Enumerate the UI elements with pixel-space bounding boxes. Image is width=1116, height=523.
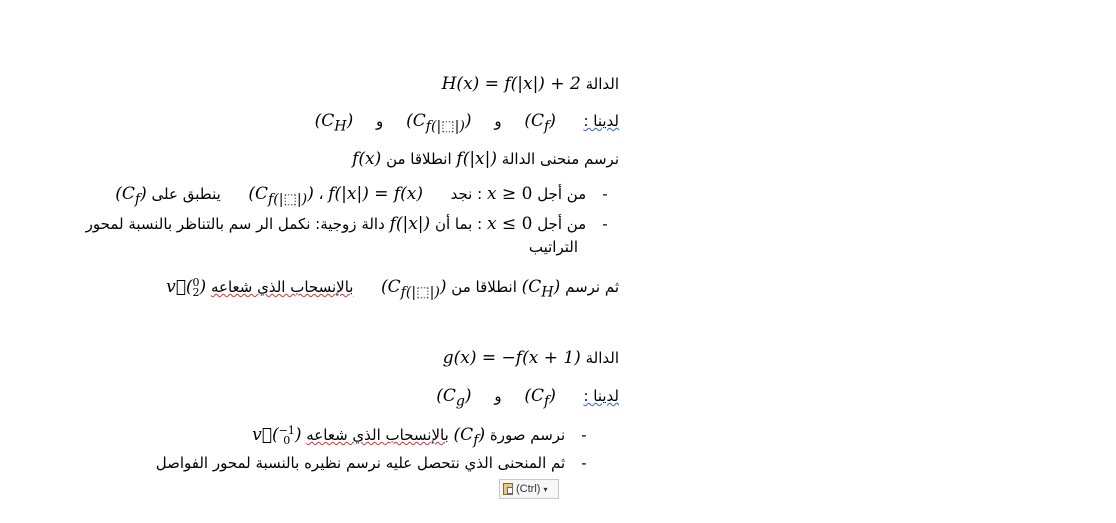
paste-options-button[interactable]: [499, 479, 559, 499]
translation-line: ثم نرسم $(C_H)$ انطلاقا من $(C_{f(|⬚|)})$ بالإنسحاب الذي شعاعه v⃗( 0 2 ): [166, 276, 619, 303]
curves-given-label-2: لدينا :: [583, 387, 619, 405]
curve-ch: $(C_H)$: [314, 111, 354, 135]
draw-curve-from: انطلاقا من: [386, 150, 452, 168]
translation-text: بالإنسحاب الذي شعاعه: [210, 278, 354, 296]
bullet-positive-equality: f(|x|) = f(x): [328, 184, 424, 204]
h-definition-label: الدالة: [585, 75, 619, 93]
bullet-positive-condition: x ≥ 0: [486, 184, 533, 204]
curve-cg: $(C_g)$: [436, 386, 472, 410]
bullet-positive-curve: $(C_{f(|⬚|)})$: [248, 184, 314, 208]
curves-given-line-2: لدينا : $(C_f)$ و $(C_g)$: [436, 385, 619, 412]
g-definition-line: [443, 347, 619, 369]
bullet-reflection-text: ثم المنحنى الذي نتحصل عليه نرسم نظيره بالنسبة لمحور الفواصل: [155, 454, 566, 472]
translation-label: ثم نرسم: [565, 278, 619, 296]
bullet-translation-vector: v⃗( −1 0 ): [252, 423, 302, 447]
draw-curve-line: [352, 148, 619, 170]
bullet-translation: - نرسم صورة $(C_f)$ بالإنسحاب الذي شعاعه v⃗( −1 0 ): [252, 424, 598, 451]
bullet-negative-formula: f(|x|): [389, 214, 431, 234]
bullet-reflection: - ثم المنحنى الذي نتحصل عليه نرسم نظيره بالنسبة لمحور الفواصل: [155, 454, 587, 472]
bullet-negative-continuation: التراتيب: [528, 238, 578, 256]
draw-curve-formula-1: f(|x|): [456, 149, 498, 169]
chevron-down-icon: ▾: [543, 484, 548, 494]
translation-curve-ch: $(C_H)$: [521, 277, 561, 301]
bullet-negative-text: دالة زوجية: نكمل الر سم بالتناظر بالنسبة لمحور: [85, 215, 385, 233]
bullet-translation-label: نرسم صورة: [489, 426, 566, 444]
curves-given-line: لدينا : $(C_f)$ و $(C_{f(|⬚|)})$ و $(C_H)$: [315, 110, 619, 137]
h-definition-formula: H(x) = f(|x|) + 2: [441, 74, 581, 94]
bullet-positive-label: من أجل: [537, 185, 587, 203]
g-definition-label: الدالة: [585, 349, 619, 367]
curve-cf: $(C_f)$: [524, 111, 556, 135]
bullet-translation-text: بالإنسحاب الذي شعاعه: [306, 426, 449, 444]
draw-curve-label: نرسم منحنى الدالة: [501, 150, 619, 168]
paste-options-label: (Ctrl): [516, 483, 541, 495]
bullet-negative-condition: x ≤ 0: [486, 214, 533, 234]
clipboard-icon: [503, 483, 513, 495]
curves-given-label: لدينا :: [583, 112, 619, 130]
curve-cf-2: $(C_f)$: [524, 386, 556, 410]
bullet-positive-coincides: ينطبق على: [151, 185, 221, 203]
bullet-negative-label: من أجل: [537, 215, 587, 233]
curve-cf-abs: $(C_{f(|⬚|)})$: [406, 111, 472, 135]
h-definition-line: [442, 73, 619, 95]
draw-curve-formula-2: f(x): [352, 149, 382, 169]
translation-curve-source: $(C_{f(|⬚|)})$: [381, 277, 447, 301]
bullet-negative-case: - من أجل x ≤ 0 : بما أن f(|x|) دالة زوجية: نكمل الر سم بالتناظر بالنسبة لمحور: [85, 214, 608, 234]
bullet-translation-curve: $(C_f)$: [453, 425, 486, 449]
translation-vector: v⃗( 0 2 ): [166, 275, 207, 299]
bullet-positive-case: - من أجل x ≥ 0 : نجد f(|x|) = f(x) ، $(C_{f(|⬚|)})$ ينطبق على $(C_f)$: [115, 183, 619, 210]
g-definition-formula: g(x) = −f(x + 1): [442, 348, 581, 368]
